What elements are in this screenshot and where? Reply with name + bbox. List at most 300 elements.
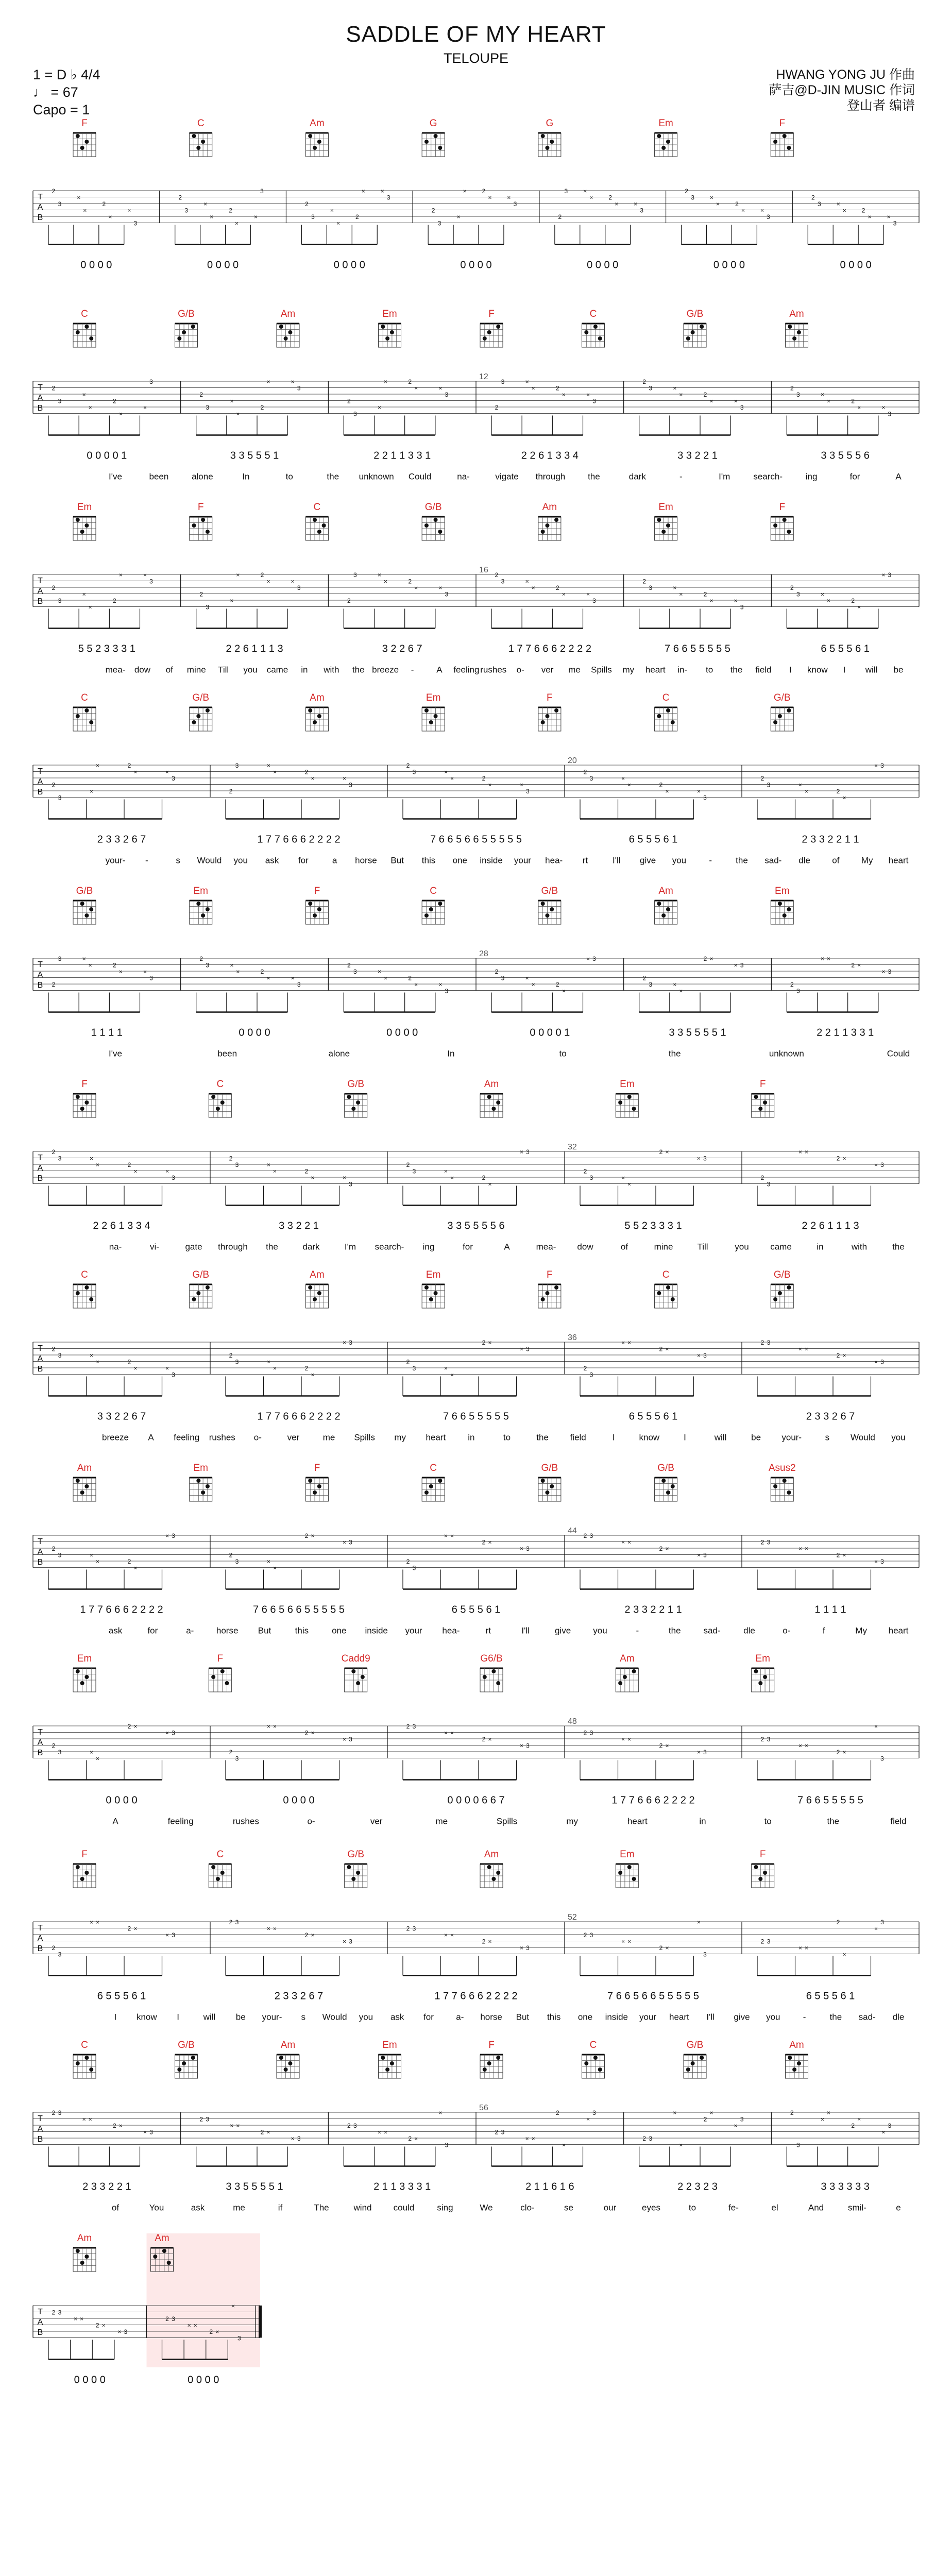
lyric-word: feeling [167, 1816, 194, 1826]
fret-mark: 2 [406, 1558, 410, 1565]
fret-mark: 3 [58, 1155, 62, 1162]
fret-mark: × [377, 404, 382, 411]
chord-dot [76, 1291, 80, 1295]
chord-dot [89, 336, 93, 341]
chord-dot [76, 2061, 80, 2065]
chord-dot [666, 1285, 670, 1290]
chord-name: C [81, 2040, 88, 2050]
chord-dot [666, 708, 670, 713]
fret-mark: 2 [52, 2109, 56, 2116]
numbered-notation: 2 1 1 3 3 3 1 [373, 2181, 431, 2193]
lyric-word: alone [328, 1048, 350, 1059]
lyric-word: a- [186, 1625, 194, 1636]
fret-mark: 3 [592, 2109, 596, 2116]
lyric-word: heart [645, 665, 666, 675]
chord-dot [686, 336, 690, 341]
chord-dot [177, 2067, 181, 2072]
fret-mark: × [709, 955, 713, 962]
chord-name: Em [658, 118, 673, 129]
fret-mark: × [798, 1944, 803, 1952]
numbered-notation: 3 3 5 5 5 5 6 [447, 1220, 505, 1232]
chord-name: G/B [541, 1463, 558, 1473]
measure-number: 48 [568, 1717, 577, 1726]
artist-name: TELOUPE [443, 50, 509, 66]
lyric-word: I'll [613, 855, 621, 866]
chord-name: G/B [773, 692, 791, 703]
lyric-word: mine [186, 665, 206, 675]
lyric-word: to [285, 471, 293, 482]
fret-mark: × [82, 590, 86, 598]
fret-mark: × [519, 1345, 524, 1353]
chord-dot [390, 2061, 394, 2065]
lyric-word: In [242, 471, 250, 482]
chord-dot [80, 1490, 84, 1495]
chord-dot [763, 1675, 767, 1679]
chord-dot [429, 1297, 433, 1301]
chord-dot [627, 1095, 632, 1099]
fret-mark: 3 [235, 1358, 239, 1366]
fret-mark: 3 [589, 1729, 593, 1737]
tab-label-t: T [38, 383, 43, 392]
fret-mark: 2 [703, 391, 707, 398]
chord-dot [598, 336, 602, 341]
numbered-notation: 1 7 7 6 6 6 2 2 2 2 [508, 643, 591, 655]
fret-mark: × [874, 1558, 878, 1565]
fret-mark: 2 [347, 2122, 351, 2129]
lyric-word: you [672, 855, 687, 866]
lyric-word: inside [365, 1625, 388, 1636]
lyric-word: - [803, 2012, 806, 2022]
chord-dot [80, 146, 84, 150]
chord-dot [778, 1291, 782, 1295]
chord-dot [487, 330, 491, 334]
fret-mark: 2 [304, 1532, 309, 1539]
fret-mark: × [463, 188, 467, 195]
fret-mark: 2 [851, 597, 855, 604]
tab-label-a: A [37, 971, 43, 979]
chord-dot [313, 518, 317, 522]
chord-dot [317, 1484, 321, 1488]
chord-dot [76, 1669, 80, 1673]
fret-mark: 3 [589, 1174, 593, 1181]
numbered-notation: 0 0 0 0 [587, 259, 619, 271]
fret-mark: × [95, 1161, 100, 1168]
chord-dot [196, 146, 200, 150]
lyric-word: of [165, 665, 173, 675]
capo: Capo = 1 [33, 102, 90, 117]
chord-dot [196, 714, 200, 718]
fret-mark: × [842, 1551, 846, 1559]
fret-mark: 2 [260, 571, 264, 579]
tab-label-a: A [37, 394, 43, 402]
chord-dot [313, 1297, 317, 1301]
lyric-word: My [861, 855, 873, 866]
fret-mark: 3 [58, 955, 62, 962]
chord-dot [76, 1865, 80, 1869]
fret-mark: × [89, 1551, 94, 1559]
chord-dot [550, 1484, 554, 1488]
fret-mark: × [798, 1742, 803, 1750]
fret-mark: × [696, 1352, 701, 1359]
fret-mark: 3 [353, 968, 357, 975]
lyric-word: field [570, 1432, 586, 1443]
lyric-word: - [679, 471, 683, 482]
fret-mark: 2 [95, 2321, 99, 2329]
lyric-word: me [322, 1432, 335, 1443]
chord-dot [84, 1675, 89, 1679]
numbered-notation: 2 3 3 2 2 1 1 [624, 1604, 682, 1616]
chord-name: Am [280, 2040, 296, 2050]
fret-mark: × [266, 974, 270, 982]
fret-mark: × [266, 1558, 271, 1565]
fret-mark: × [488, 1938, 492, 1945]
fret-mark: × [95, 762, 100, 769]
fret-mark: × [83, 207, 87, 214]
fret-mark: × [673, 981, 677, 988]
chord-dot [618, 1100, 622, 1105]
fret-mark: 2 [52, 1148, 56, 1156]
numbered-notation: 1 1 1 1 [91, 1027, 123, 1039]
chord-dot [206, 907, 210, 911]
chord-dot [545, 714, 549, 718]
fret-mark: × [531, 384, 535, 392]
fret-mark: 3 [58, 397, 62, 405]
fret-mark: 2 [52, 2309, 56, 2316]
chord-dot [308, 1285, 312, 1290]
fret-mark: 3 [206, 2115, 210, 2123]
chord-dot [80, 1681, 84, 1685]
chord-dot [783, 518, 787, 522]
fret-mark: × [519, 1742, 524, 1750]
chord-dot [783, 134, 787, 138]
fret-mark: × [696, 1155, 701, 1162]
lyric-word: ver [370, 1816, 383, 1826]
fret-mark: 2 [482, 1538, 486, 1546]
fret-mark: 2 [583, 1532, 587, 1539]
chord-dot [356, 1871, 360, 1875]
fret-mark: × [734, 2122, 738, 2129]
fret-mark: 3 [58, 597, 62, 604]
chord-dot [424, 1490, 429, 1495]
fret-mark: × [143, 968, 147, 975]
lyric-word: this [295, 1625, 309, 1636]
lyric-word: vi- [150, 1242, 159, 1252]
fret-mark: 3 [412, 1723, 416, 1730]
chord-name: G/B [192, 1269, 210, 1280]
lyric-word: you [766, 2012, 780, 2022]
fret-mark: × [291, 378, 295, 385]
fret-mark: × [734, 961, 738, 969]
fret-mark: × [118, 571, 123, 579]
chord-dot [153, 2255, 157, 2259]
fret-mark: 2 [760, 1339, 764, 1346]
tab-label-b: B [37, 597, 43, 606]
lyric-word: to [706, 665, 713, 675]
lyric-word: horse [355, 855, 377, 866]
chord-dot [661, 1479, 666, 1483]
fret-mark: × [342, 1339, 347, 1346]
measure-number: 16 [479, 566, 488, 574]
chord-dot [84, 1484, 89, 1488]
lyric-word: give [640, 855, 656, 866]
lyric-word: Spills [591, 665, 612, 675]
lyric-word: o- [516, 665, 524, 675]
chord-dot [84, 140, 89, 144]
fret-mark: 3 [501, 974, 505, 982]
chord-dot [313, 1490, 317, 1495]
fret-mark: 3 [501, 578, 505, 585]
tab-label-t: T [38, 2114, 43, 2123]
fret-mark: 3 [513, 200, 517, 208]
fret-mark: × [273, 1723, 277, 1730]
chord-dot [89, 1297, 93, 1301]
tab-label-b: B [37, 2135, 43, 2144]
fret-mark: 3 [58, 1352, 62, 1359]
chord-name: F [314, 1463, 320, 1473]
fret-mark: 3 [767, 1180, 771, 1188]
fret-mark: 2 [431, 207, 435, 214]
lyric-word: the [266, 1242, 278, 1252]
chord-name: Am [280, 309, 296, 319]
lyric-word: my [566, 1816, 579, 1826]
numbered-notation: 0 0 0 0 6 6 7 [447, 1794, 505, 1806]
lyric-word: vigate [495, 471, 519, 482]
fret-mark: × [734, 397, 738, 405]
fret-mark: 3 [767, 1538, 771, 1546]
lyric-word: been [217, 1048, 237, 1059]
measure-number: 12 [479, 372, 488, 381]
chord-dot [84, 325, 89, 329]
fret-mark: × [95, 1358, 100, 1366]
lyric-word: breeze [102, 1432, 129, 1443]
numbered-notation: 6 5 5 5 6 1 [628, 834, 678, 845]
fret-mark: × [826, 2109, 831, 2116]
chord-dot [554, 518, 558, 522]
fret-mark: × [438, 384, 443, 392]
fret-mark: × [82, 2115, 86, 2123]
fret-mark: 2 [659, 1148, 663, 1156]
fret-mark: 3 [592, 397, 596, 405]
key-signature: 1 = D ♭ 4/4 [33, 67, 100, 82]
fret-mark: × [444, 1729, 448, 1737]
chord-dot [666, 140, 670, 144]
fret-mark: × [89, 1352, 94, 1359]
chord-dot [211, 1095, 215, 1099]
chord-dot [196, 1291, 200, 1295]
lyric-word: The [314, 2202, 329, 2213]
lyric-word: ver [541, 665, 554, 675]
fret-mark: 3 [235, 762, 239, 769]
fret-mark: × [820, 590, 825, 598]
fret-mark: 2 [851, 961, 855, 969]
lyric-word: Till [697, 1242, 708, 1252]
lyric-word: heart [669, 2012, 689, 2022]
fret-mark: 3 [796, 987, 800, 995]
fret-mark: × [236, 410, 240, 418]
fret-mark: × [377, 571, 382, 579]
chord-name: C [589, 2040, 597, 2050]
fret-mark: × [621, 775, 625, 782]
chord-dot [76, 1479, 80, 1483]
chord-dot [758, 1681, 762, 1685]
fret-mark: × [531, 981, 535, 988]
fret-mark: × [230, 2122, 234, 2129]
fret-mark: 2 [52, 1742, 56, 1750]
fret-mark: 2 [229, 1551, 233, 1559]
chord-dot [671, 1484, 675, 1488]
lyric-word: horse [480, 2012, 502, 2022]
chord-dot [763, 1100, 767, 1105]
lyric-word: But [516, 2012, 530, 2022]
fret-mark: × [438, 981, 443, 988]
fret-mark: 3 [206, 404, 210, 411]
chord-dot [758, 1107, 762, 1111]
lyric-word: unknown [769, 1048, 804, 1059]
lyric-word: ver [287, 1432, 300, 1443]
tab-label-b: B [37, 213, 43, 222]
fret-mark: 2 [52, 981, 56, 988]
fret-mark: × [488, 1180, 492, 1188]
chord-dot [162, 2249, 166, 2253]
chord-dot [84, 2255, 89, 2259]
numbered-notation: 7 6 6 5 6 6 5 5 5 5 5 [253, 1604, 345, 1616]
chord-name: Am [310, 118, 325, 129]
chord-dot [347, 1095, 351, 1099]
fret-mark: × [734, 597, 738, 604]
tab-label-b: B [37, 2328, 43, 2337]
fret-mark: × [562, 590, 566, 598]
fret-mark: × [804, 1545, 809, 1552]
chord-dot [288, 2061, 292, 2065]
fret-mark: × [74, 2315, 78, 2323]
numbered-notation: 0 0 0 0 1 [530, 1027, 570, 1039]
lyric-word: been [149, 471, 169, 482]
lyric-word: my [394, 1432, 406, 1443]
chord-dot [438, 530, 442, 534]
chord-dot [584, 330, 588, 334]
chord-name: F [314, 886, 320, 896]
lyric-word: dle [892, 2012, 905, 2022]
fret-mark: × [665, 1742, 669, 1750]
fret-mark: × [842, 1749, 846, 1756]
chord-dot [84, 1285, 89, 1290]
fret-mark: × [507, 194, 511, 201]
fret-mark: 3 [880, 762, 884, 769]
measure-number: 56 [479, 2104, 488, 2112]
fret-mark: × [673, 384, 677, 392]
chord-dot [80, 1107, 84, 1111]
fret-mark: 3 [880, 1558, 884, 1565]
chord-dot [618, 1871, 622, 1875]
chord-dot [666, 523, 670, 528]
fret-mark: 3 [172, 1532, 175, 1539]
lyric-word: your [514, 855, 531, 866]
lyric-word: this [421, 855, 436, 866]
lyric-word: one [332, 1625, 347, 1636]
chord-dot [361, 1675, 365, 1679]
fret-mark: × [881, 2128, 886, 2136]
fret-mark: × [874, 1358, 878, 1366]
chord-name: Am [789, 2040, 804, 2050]
fret-mark: 2 [408, 578, 412, 585]
numbered-notation: 2 3 3 2 6 7 [806, 1411, 855, 1422]
fret-mark: 3 [888, 968, 892, 975]
fret-mark: 3 [649, 584, 653, 591]
fret-mark: 2 [555, 584, 559, 591]
numbered-notation: 0 0 0 0 [283, 1794, 315, 1806]
lyric-word: the [736, 855, 748, 866]
fret-mark: × [165, 1931, 169, 1939]
lyric-word: But [258, 1625, 271, 1636]
lyric-word: Would [322, 2012, 347, 2022]
chord-name: Em [755, 1653, 770, 1664]
numbered-notation: 7 6 6 5 5 5 5 5 [443, 1411, 509, 1422]
fret-mark: 2 [406, 1358, 410, 1366]
lyric-word: sing [437, 2202, 453, 2213]
chord-name: G/B [657, 1463, 674, 1473]
fret-mark: 3 [172, 775, 175, 782]
numbered-notation: 3 3 2 2 6 7 [97, 1411, 146, 1422]
chord-dot [351, 1669, 355, 1673]
lyric-word: Spills [354, 1432, 375, 1443]
lyric-word: our [603, 2202, 617, 2213]
fret-mark: 2 [304, 1729, 309, 1737]
fret-mark: 2 [127, 762, 131, 769]
chord-name: F [217, 1653, 224, 1664]
numbered-notation: 7 6 6 5 6 6 5 5 5 5 5 [430, 834, 522, 845]
fret-mark: 2 [495, 2128, 499, 2136]
lyric-word: inside [480, 855, 503, 866]
chord-name: Em [620, 1849, 635, 1860]
fret-mark: 2 [482, 775, 486, 782]
fret-mark: × [488, 1736, 492, 1743]
chord-name: Em [658, 502, 673, 513]
fret-mark: × [857, 603, 861, 611]
lyric-word: your- [262, 2012, 282, 2022]
fret-mark: 2 [482, 1339, 486, 1346]
fret-mark: × [342, 775, 347, 782]
chord-dot [84, 1871, 89, 1875]
arranger-credit: 登山者 编谱 [847, 98, 915, 113]
chord-dot [545, 146, 549, 150]
measure-number: 28 [479, 950, 488, 958]
fret-mark: × [836, 200, 840, 208]
fret-mark: 2 [112, 397, 116, 405]
fret-mark: 3 [58, 1749, 62, 1756]
fret-mark: 3 [353, 410, 357, 418]
fret-mark: × [826, 597, 831, 604]
numbered-notation: 3 3 5 5 5 6 [821, 450, 870, 462]
fret-mark: × [165, 1167, 169, 1175]
fret-mark: 3 [589, 1931, 593, 1939]
numbered-notation: 0 0 0 0 [80, 259, 112, 271]
fret-mark: × [679, 2141, 683, 2149]
fret-mark: × [330, 207, 334, 214]
lyric-word: give [734, 2012, 750, 2022]
fret-mark: 3 [386, 194, 390, 201]
fret-mark: 2 [555, 981, 559, 988]
fret-mark: 3 [526, 788, 530, 795]
fret-mark: 2 [642, 974, 647, 982]
tab-label-b: B [37, 1365, 43, 1374]
chord-dot [787, 530, 791, 534]
lyric-word: o- [307, 1816, 315, 1826]
chord-dot [778, 902, 782, 906]
chord-name: C [430, 886, 437, 896]
fret-mark: 3 [349, 781, 352, 789]
lyric-word: smil- [848, 2202, 866, 2213]
tab-label-a: A [37, 1164, 43, 1173]
